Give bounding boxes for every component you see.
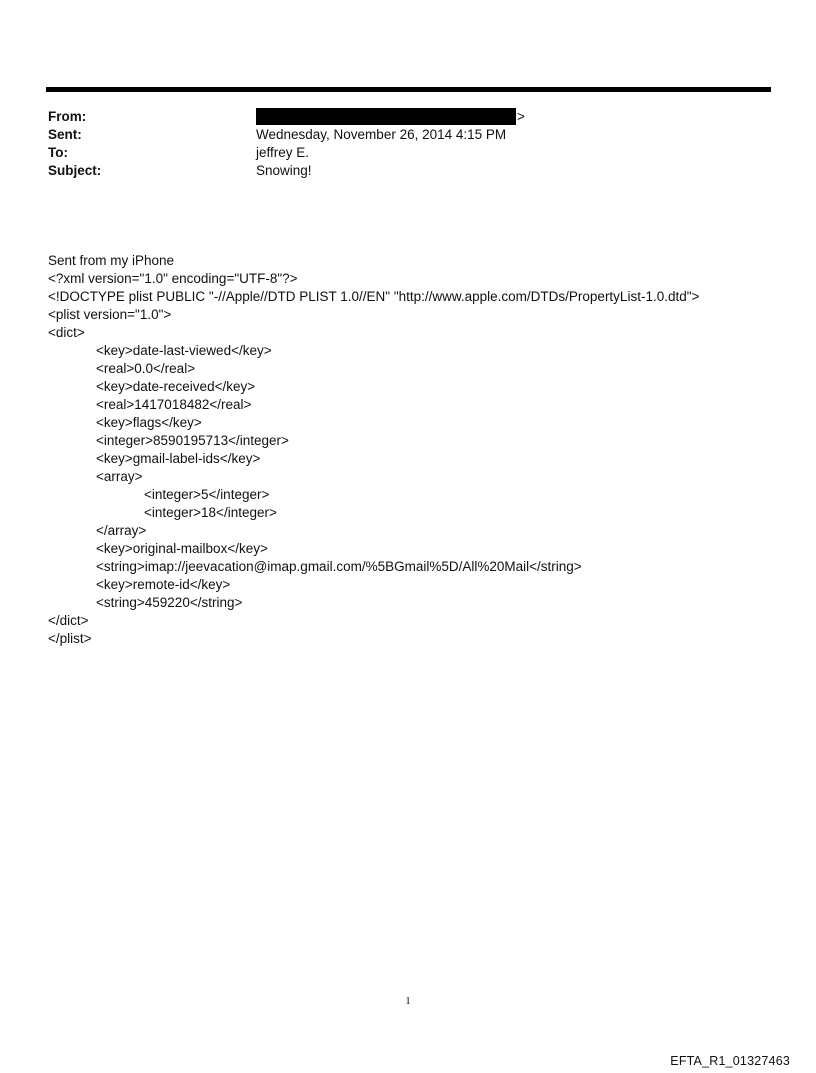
body-line-array-open: <array> (96, 469, 143, 484)
body-line-signature: Sent from my iPhone (48, 253, 175, 268)
body-line-integer-label-2: <integer>18</integer> (144, 505, 277, 520)
body-line-key-gmail-label-ids: <key>gmail-label-ids</key> (96, 451, 261, 466)
email-body (48, 252, 768, 648)
body-line-array-close: </array> (96, 523, 147, 538)
body-line-real-date-last-viewed: <real>0.0</real> (96, 361, 196, 376)
page-number: 1 (405, 995, 411, 1007)
sent-value: Wednesday, November 26, 2014 4:15 PM (256, 127, 507, 142)
email-header (48, 108, 768, 180)
subject-value: Snowing! (256, 163, 312, 178)
header-divider (46, 87, 771, 92)
body-line-key-date-received: <key>date-received</key> (96, 379, 256, 394)
sent-label: Sent: (48, 127, 82, 142)
from-value-suffix: > (517, 109, 525, 124)
body-line-string-original-mailbox: <string>imap://jeevacation@imap.gmail.com/%5BGmail%5D/All%20Mail</string> (96, 559, 582, 574)
body-line-plist-close: </plist> (48, 631, 92, 646)
body-line-integer-label-1: <integer>5</integer> (144, 487, 270, 502)
body-line-xml-declaration: <?xml version="1.0" encoding="UTF-8"?> (48, 271, 298, 286)
from-value (256, 108, 525, 126)
to-value: jeffrey E. (256, 145, 310, 160)
body-line-real-date-received: <real>1417018482</real> (96, 397, 252, 412)
sent-row (48, 126, 768, 144)
to-label: To: (48, 145, 68, 160)
body-line-key-original-mailbox: <key>original-mailbox</key> (96, 541, 268, 556)
body-line-dict-close: </dict> (48, 613, 89, 628)
body-line-dict-open: <dict> (48, 325, 85, 340)
body-line-doctype: <!DOCTYPE plist PUBLIC "-//Apple//DTD PLIST 1.0//EN" "http://www.apple.com/DTDs/PropertyList-1.0.dtd"> (48, 289, 700, 304)
body-line-key-date-last-viewed: <key>date-last-viewed</key> (96, 343, 272, 358)
body-line-key-flags: <key>flags</key> (96, 415, 202, 430)
body-line-key-remote-id: <key>remote-id</key> (96, 577, 231, 592)
from-label: From: (48, 109, 87, 124)
to-row (48, 144, 768, 162)
subject-label: Subject: (48, 163, 102, 178)
body-line-plist-open: <plist version="1.0"> (48, 307, 172, 322)
body-line-string-remote-id: <string>459220</string> (96, 595, 243, 610)
document-id: EFTA_R1_01327463 (670, 1054, 790, 1068)
subject-row (48, 162, 768, 180)
redaction-block (256, 108, 516, 125)
body-line-integer-flags: <integer>8590195713</integer> (96, 433, 289, 448)
from-row (48, 108, 768, 126)
